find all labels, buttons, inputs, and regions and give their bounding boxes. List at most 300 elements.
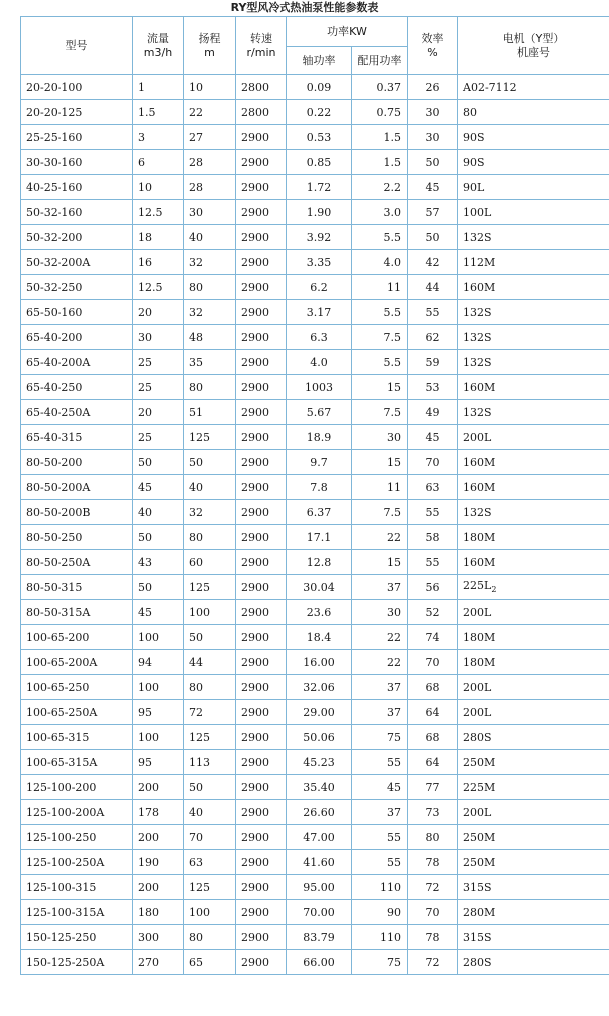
cell-shaft-power: 3.35 [287, 250, 352, 275]
cell-motor: 90L [458, 175, 609, 200]
cell-efficiency: 30 [408, 125, 458, 150]
table-row [21, 75, 609, 100]
cell-head: 60 [184, 550, 236, 575]
cell-head: 113 [184, 750, 236, 775]
cell-shaft-power: 95.00 [287, 875, 352, 900]
cell-speed: 2900 [236, 750, 287, 775]
cell-flow: 20 [133, 400, 184, 425]
header-model: 型号 [21, 17, 133, 75]
cell-motor: 200L [458, 700, 609, 725]
cell-matched-power: 75 [352, 950, 408, 975]
cell-model: 125-100-315A [21, 900, 133, 925]
cell-matched-power: 22 [352, 650, 408, 675]
table-row [21, 475, 609, 500]
cell-head: 27 [184, 125, 236, 150]
cell-motor: 132S [458, 300, 609, 325]
cell-model: 150-125-250A [21, 950, 133, 975]
cell-motor: 100L [458, 200, 609, 225]
cell-shaft-power: 0.85 [287, 150, 352, 175]
table-row [21, 600, 609, 625]
cell-matched-power: 2.2 [352, 175, 408, 200]
cell-head: 32 [184, 250, 236, 275]
cell-matched-power: 30 [352, 425, 408, 450]
cell-flow: 40 [133, 500, 184, 525]
table-row [21, 775, 609, 800]
cell-speed: 2900 [236, 400, 287, 425]
cell-efficiency: 45 [408, 175, 458, 200]
cell-matched-power: 7.5 [352, 400, 408, 425]
cell-motor: 80 [458, 100, 609, 125]
cell-motor: 160M [458, 275, 609, 300]
cell-flow: 200 [133, 825, 184, 850]
cell-model: 50-32-200A [21, 250, 133, 275]
cell-flow: 178 [133, 800, 184, 825]
cell-matched-power: 55 [352, 750, 408, 775]
cell-motor: 315S [458, 875, 609, 900]
cell-head: 40 [184, 800, 236, 825]
cell-efficiency: 68 [408, 725, 458, 750]
cell-head: 10 [184, 75, 236, 100]
cell-efficiency: 74 [408, 625, 458, 650]
cell-head: 100 [184, 600, 236, 625]
cell-efficiency: 64 [408, 750, 458, 775]
cell-head: 30 [184, 200, 236, 225]
cell-efficiency: 70 [408, 900, 458, 925]
cell-motor: 250M [458, 850, 609, 875]
cell-head: 40 [184, 475, 236, 500]
cell-head: 80 [184, 525, 236, 550]
cell-head: 125 [184, 425, 236, 450]
table-row [21, 400, 609, 425]
cell-efficiency: 53 [408, 375, 458, 400]
cell-matched-power: 1.5 [352, 125, 408, 150]
table-row [21, 500, 609, 525]
cell-flow: 6 [133, 150, 184, 175]
table-row [21, 800, 609, 825]
cell-shaft-power: 30.04 [287, 575, 352, 600]
cell-model: 80-50-250 [21, 525, 133, 550]
cell-head: 80 [184, 375, 236, 400]
cell-efficiency: 44 [408, 275, 458, 300]
cell-speed: 2900 [236, 325, 287, 350]
cell-speed: 2900 [236, 450, 287, 475]
cell-speed: 2900 [236, 375, 287, 400]
cell-efficiency: 62 [408, 325, 458, 350]
cell-efficiency: 26 [408, 75, 458, 100]
cell-flow: 95 [133, 700, 184, 725]
cell-flow: 95 [133, 750, 184, 775]
cell-shaft-power: 5.67 [287, 400, 352, 425]
cell-shaft-power: 1003 [287, 375, 352, 400]
cell-matched-power: 22 [352, 525, 408, 550]
cell-efficiency: 50 [408, 225, 458, 250]
cell-efficiency: 56 [408, 575, 458, 600]
cell-matched-power: 3.0 [352, 200, 408, 225]
cell-efficiency: 78 [408, 925, 458, 950]
cell-head: 32 [184, 300, 236, 325]
cell-flow: 45 [133, 475, 184, 500]
cell-motor: 90S [458, 150, 609, 175]
cell-speed: 2900 [236, 775, 287, 800]
cell-model: 100-65-315 [21, 725, 133, 750]
cell-shaft-power: 4.0 [287, 350, 352, 375]
cell-shaft-power: 70.00 [287, 900, 352, 925]
cell-motor: 200L [458, 600, 609, 625]
cell-head: 72 [184, 700, 236, 725]
cell-matched-power: 55 [352, 825, 408, 850]
cell-matched-power: 7.5 [352, 500, 408, 525]
cell-matched-power: 0.75 [352, 100, 408, 125]
cell-flow: 100 [133, 625, 184, 650]
table-row [21, 525, 609, 550]
table-row [21, 325, 609, 350]
cell-head: 40 [184, 225, 236, 250]
cell-matched-power: 110 [352, 875, 408, 900]
cell-model: 125-100-200 [21, 775, 133, 800]
cell-motor: 132S [458, 500, 609, 525]
cell-motor: A02-7112 [458, 75, 609, 100]
table-row [21, 375, 609, 400]
cell-flow: 43 [133, 550, 184, 575]
cell-model: 100-65-250 [21, 675, 133, 700]
cell-shaft-power: 16.00 [287, 650, 352, 675]
cell-shaft-power: 1.72 [287, 175, 352, 200]
cell-head: 80 [184, 925, 236, 950]
cell-shaft-power: 29.00 [287, 700, 352, 725]
cell-efficiency: 68 [408, 675, 458, 700]
cell-speed: 2900 [236, 825, 287, 850]
cell-model: 100-65-200 [21, 625, 133, 650]
cell-efficiency: 80 [408, 825, 458, 850]
cell-model: 80-50-315A [21, 600, 133, 625]
cell-shaft-power: 35.40 [287, 775, 352, 800]
cell-motor: 280S [458, 950, 609, 975]
cell-motor: 112M [458, 250, 609, 275]
cell-matched-power: 37 [352, 575, 408, 600]
cell-speed: 2900 [236, 500, 287, 525]
cell-head: 125 [184, 875, 236, 900]
cell-flow: 25 [133, 375, 184, 400]
cell-shaft-power: 23.6 [287, 600, 352, 625]
cell-flow: 12.5 [133, 200, 184, 225]
cell-matched-power: 4.0 [352, 250, 408, 275]
table-row [21, 625, 609, 650]
cell-efficiency: 63 [408, 475, 458, 500]
cell-motor: 180M [458, 525, 609, 550]
table-row [21, 875, 609, 900]
cell-shaft-power: 17.1 [287, 525, 352, 550]
cell-motor: 160M [458, 375, 609, 400]
cell-matched-power: 90 [352, 900, 408, 925]
cell-motor: 200L [458, 800, 609, 825]
table-row [21, 225, 609, 250]
cell-motor: 180M [458, 650, 609, 675]
cell-speed: 2800 [236, 100, 287, 125]
cell-model: 40-25-160 [21, 175, 133, 200]
cell-matched-power: 55 [352, 850, 408, 875]
table-row [21, 350, 609, 375]
cell-flow: 50 [133, 450, 184, 475]
cell-model: 50-32-250 [21, 275, 133, 300]
cell-motor: 225M [458, 775, 609, 800]
cell-efficiency: 73 [408, 800, 458, 825]
cell-efficiency: 30 [408, 100, 458, 125]
table-row [21, 550, 609, 575]
cell-head: 70 [184, 825, 236, 850]
cell-motor: 200L [458, 425, 609, 450]
cell-matched-power: 30 [352, 600, 408, 625]
cell-model: 125-100-250A [21, 850, 133, 875]
cell-speed: 2900 [236, 275, 287, 300]
cell-efficiency: 72 [408, 875, 458, 900]
cell-speed: 2900 [236, 675, 287, 700]
table-row [21, 450, 609, 475]
cell-speed: 2900 [236, 425, 287, 450]
cell-model: 100-65-200A [21, 650, 133, 675]
cell-head: 28 [184, 175, 236, 200]
cell-efficiency: 49 [408, 400, 458, 425]
cell-shaft-power: 6.2 [287, 275, 352, 300]
cell-shaft-power: 3.17 [287, 300, 352, 325]
cell-speed: 2900 [236, 200, 287, 225]
cell-shaft-power: 6.3 [287, 325, 352, 350]
cell-flow: 12.5 [133, 275, 184, 300]
table-row [21, 200, 609, 225]
table-row [21, 750, 609, 775]
header-efficiency: 效率 % [408, 17, 458, 75]
cell-matched-power: 75 [352, 725, 408, 750]
cell-flow: 16 [133, 250, 184, 275]
cell-flow: 180 [133, 900, 184, 925]
cell-shaft-power: 0.22 [287, 100, 352, 125]
cell-model: 100-65-315A [21, 750, 133, 775]
cell-head: 35 [184, 350, 236, 375]
cell-efficiency: 58 [408, 525, 458, 550]
cell-matched-power: 37 [352, 700, 408, 725]
cell-shaft-power: 0.09 [287, 75, 352, 100]
cell-shaft-power: 26.60 [287, 800, 352, 825]
cell-speed: 2900 [236, 925, 287, 950]
cell-efficiency: 72 [408, 950, 458, 975]
cell-model: 20-20-100 [21, 75, 133, 100]
cell-flow: 200 [133, 775, 184, 800]
cell-shaft-power: 18.4 [287, 625, 352, 650]
cell-flow: 100 [133, 725, 184, 750]
cell-head: 22 [184, 100, 236, 125]
cell-efficiency: 52 [408, 600, 458, 625]
cell-model: 125-100-250 [21, 825, 133, 850]
cell-efficiency: 70 [408, 650, 458, 675]
cell-model: 65-50-160 [21, 300, 133, 325]
cell-speed: 2900 [236, 150, 287, 175]
cell-head: 80 [184, 275, 236, 300]
cell-speed: 2900 [236, 225, 287, 250]
cell-flow: 18 [133, 225, 184, 250]
cell-head: 28 [184, 150, 236, 175]
cell-motor: 132S [458, 350, 609, 375]
cell-head: 63 [184, 850, 236, 875]
cell-motor: 250M [458, 750, 609, 775]
cell-model: 30-30-160 [21, 150, 133, 175]
table-header [21, 17, 609, 75]
cell-head: 44 [184, 650, 236, 675]
cell-motor: 250M [458, 825, 609, 850]
cell-matched-power: 7.5 [352, 325, 408, 350]
cell-matched-power: 11 [352, 475, 408, 500]
cell-model: 150-125-250 [21, 925, 133, 950]
cell-model: 80-50-200B [21, 500, 133, 525]
cell-efficiency: 45 [408, 425, 458, 450]
cell-speed: 2900 [236, 525, 287, 550]
cell-speed: 2900 [236, 900, 287, 925]
table-row [21, 300, 609, 325]
cell-matched-power: 110 [352, 925, 408, 950]
table-row [21, 825, 609, 850]
cell-shaft-power: 45.23 [287, 750, 352, 775]
cell-flow: 300 [133, 925, 184, 950]
header-speed: 转速 r/min [236, 17, 287, 75]
cell-motor: 160M [458, 475, 609, 500]
cell-flow: 30 [133, 325, 184, 350]
cell-model: 65-40-250A [21, 400, 133, 425]
cell-matched-power: 22 [352, 625, 408, 650]
cell-motor: 132S [458, 325, 609, 350]
cell-matched-power: 15 [352, 550, 408, 575]
cell-motor: 132S [458, 225, 609, 250]
cell-model: 65-40-200 [21, 325, 133, 350]
cell-motor: 180M [458, 625, 609, 650]
cell-flow: 200 [133, 875, 184, 900]
cell-flow: 50 [133, 525, 184, 550]
cell-head: 65 [184, 950, 236, 975]
table-row [21, 125, 609, 150]
cell-head: 48 [184, 325, 236, 350]
cell-efficiency: 57 [408, 200, 458, 225]
cell-head: 51 [184, 400, 236, 425]
cell-speed: 2900 [236, 625, 287, 650]
cell-motor: 280M [458, 900, 609, 925]
cell-model: 100-65-250A [21, 700, 133, 725]
cell-speed: 2900 [236, 875, 287, 900]
cell-matched-power: 5.5 [352, 350, 408, 375]
cell-motor: 315S [458, 925, 609, 950]
cell-head: 32 [184, 500, 236, 525]
cell-efficiency: 59 [408, 350, 458, 375]
table-row [21, 100, 609, 125]
cell-matched-power: 37 [352, 675, 408, 700]
table-row [21, 725, 609, 750]
cell-motor: 132S [458, 400, 609, 425]
cell-matched-power: 15 [352, 450, 408, 475]
cell-model: 80-50-250A [21, 550, 133, 575]
table-row [21, 675, 609, 700]
cell-flow: 1 [133, 75, 184, 100]
cell-matched-power: 1.5 [352, 150, 408, 175]
cell-shaft-power: 0.53 [287, 125, 352, 150]
cell-flow: 25 [133, 350, 184, 375]
cell-efficiency: 78 [408, 850, 458, 875]
cell-speed: 2900 [236, 650, 287, 675]
cell-motor: 160M [458, 450, 609, 475]
cell-head: 80 [184, 675, 236, 700]
cell-speed: 2900 [236, 700, 287, 725]
cell-speed: 2900 [236, 175, 287, 200]
cell-shaft-power: 3.92 [287, 225, 352, 250]
cell-efficiency: 50 [408, 150, 458, 175]
cell-shaft-power: 32.06 [287, 675, 352, 700]
cell-flow: 1.5 [133, 100, 184, 125]
cell-flow: 190 [133, 850, 184, 875]
table-row [21, 650, 609, 675]
cell-speed: 2900 [236, 300, 287, 325]
cell-speed: 2900 [236, 575, 287, 600]
cell-speed: 2900 [236, 850, 287, 875]
cell-speed: 2900 [236, 350, 287, 375]
cell-model: 80-50-200 [21, 450, 133, 475]
header-shaft-power: 轴功率 [287, 47, 352, 75]
cell-speed: 2900 [236, 950, 287, 975]
header-matched-power: 配用功率 [352, 47, 408, 75]
cell-efficiency: 64 [408, 700, 458, 725]
table-row [21, 250, 609, 275]
cell-speed: 2900 [236, 800, 287, 825]
table-row [21, 950, 609, 975]
cell-efficiency: 55 [408, 300, 458, 325]
header-head: 扬程 m [184, 17, 236, 75]
cell-shaft-power: 50.06 [287, 725, 352, 750]
cell-speed: 2900 [236, 125, 287, 150]
cell-model: 80-50-200A [21, 475, 133, 500]
cell-model: 50-32-200 [21, 225, 133, 250]
cell-efficiency: 55 [408, 500, 458, 525]
cell-model: 125-100-200A [21, 800, 133, 825]
table-row [21, 700, 609, 725]
table-row [21, 850, 609, 875]
cell-shaft-power: 41.60 [287, 850, 352, 875]
cell-flow: 10 [133, 175, 184, 200]
cell-model: 50-32-160 [21, 200, 133, 225]
cell-shaft-power: 18.9 [287, 425, 352, 450]
cell-matched-power: 0.37 [352, 75, 408, 100]
header-flow: 流量 m3/h [133, 17, 184, 75]
cell-speed: 2900 [236, 550, 287, 575]
cell-speed: 2900 [236, 725, 287, 750]
table-body [21, 75, 609, 975]
table-row [21, 275, 609, 300]
cell-head: 50 [184, 450, 236, 475]
cell-head: 125 [184, 575, 236, 600]
cell-model: 65-40-315 [21, 425, 133, 450]
cell-shaft-power: 47.00 [287, 825, 352, 850]
cell-matched-power: 5.5 [352, 300, 408, 325]
cell-speed: 2900 [236, 475, 287, 500]
header-power: 功率KW [287, 17, 408, 47]
cell-matched-power: 37 [352, 800, 408, 825]
cell-model: 25-25-160 [21, 125, 133, 150]
cell-model: 125-100-315 [21, 875, 133, 900]
cell-motor: 280S [458, 725, 609, 750]
cell-efficiency: 70 [408, 450, 458, 475]
cell-flow: 50 [133, 575, 184, 600]
cell-motor: $225L_2$ [458, 575, 609, 600]
cell-matched-power: 45 [352, 775, 408, 800]
cell-shaft-power: 9.7 [287, 450, 352, 475]
cell-head: 50 [184, 775, 236, 800]
cell-matched-power: 11 [352, 275, 408, 300]
cell-flow: 270 [133, 950, 184, 975]
cell-motor: 90S [458, 125, 609, 150]
table-row [21, 575, 609, 600]
